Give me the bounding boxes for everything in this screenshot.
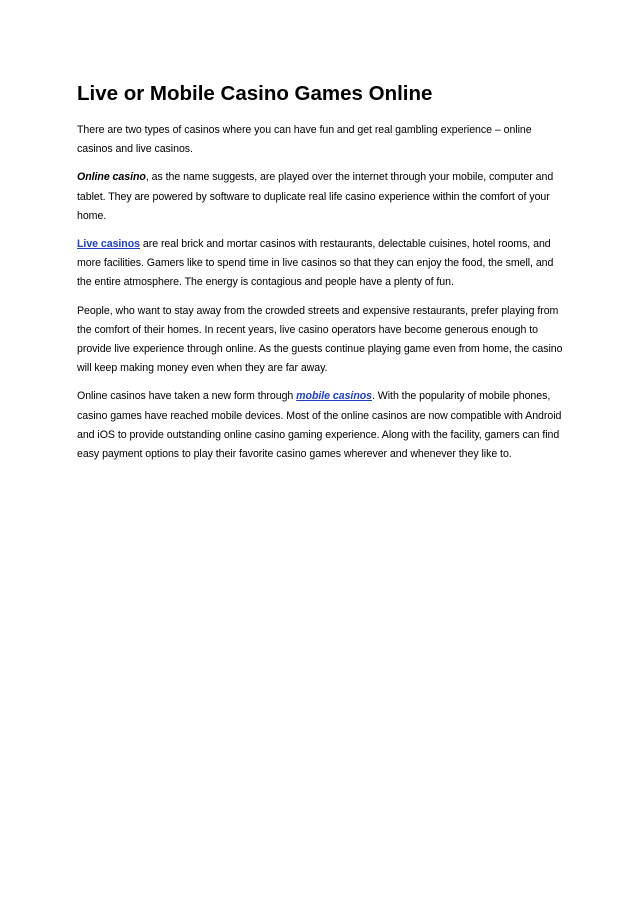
document-body xyxy=(77,80,567,473)
paragraph-intro xyxy=(77,121,567,159)
link-mobile-casinos[interactable]: mobile casinos xyxy=(296,390,373,403)
paragraph-mobile-casinos-before: Online casinos have taken a new form through xyxy=(77,390,297,403)
paragraph-mobile-casinos-after: . With the popularity of mobile phones, casino games have reached mobile devices. Most of the online casinos are now compatible with Android and iOS to provide outstanding online casino gaming experience. Along with the facility, gamers can find easy payment options to play their favorite casino games wherever and whenever they like to. xyxy=(77,390,562,461)
paragraph-stay-away xyxy=(77,302,567,379)
paragraph-intro-text: There are two types of casinos where you can have fun and get real gambling experience – online casinos and live casinos. xyxy=(77,124,532,156)
link-live-casinos[interactable]: Live casinos xyxy=(77,238,140,251)
paragraph-stay-away-text: People, who want to stay away from the crowded streets and expensive restaurants, prefer playing from the comfort of their homes. In recent years, live casino operators have become generous enough to provide live experience through online. As the guests continue playing game even from home, the casino will keep making money even when they are far away. xyxy=(77,304,563,375)
paragraph-mobile-casinos xyxy=(77,387,567,464)
document-title: Live or Mobile Casino Games Online xyxy=(77,82,433,105)
paragraph-live-casinos xyxy=(77,235,567,293)
term-online-casino: Online casino xyxy=(77,171,146,184)
paragraph-live-casinos-text: are real brick and mortar casinos with restaurants, delectable cuisines, hotel rooms, and more facilities. Gamers like to spend time in live casinos so that they can enjoy the food, the smell, and the entire atmosphere. The energy is contagious and people have a plenty of fun. xyxy=(77,238,554,289)
paragraph-online-casino xyxy=(77,168,567,226)
paragraph-online-casino-text: , as the name suggests, are played over the internet through your mobile, computer and tablet. They are powered by software to duplicate real life casino experience within the comfort of your home. xyxy=(77,171,554,222)
